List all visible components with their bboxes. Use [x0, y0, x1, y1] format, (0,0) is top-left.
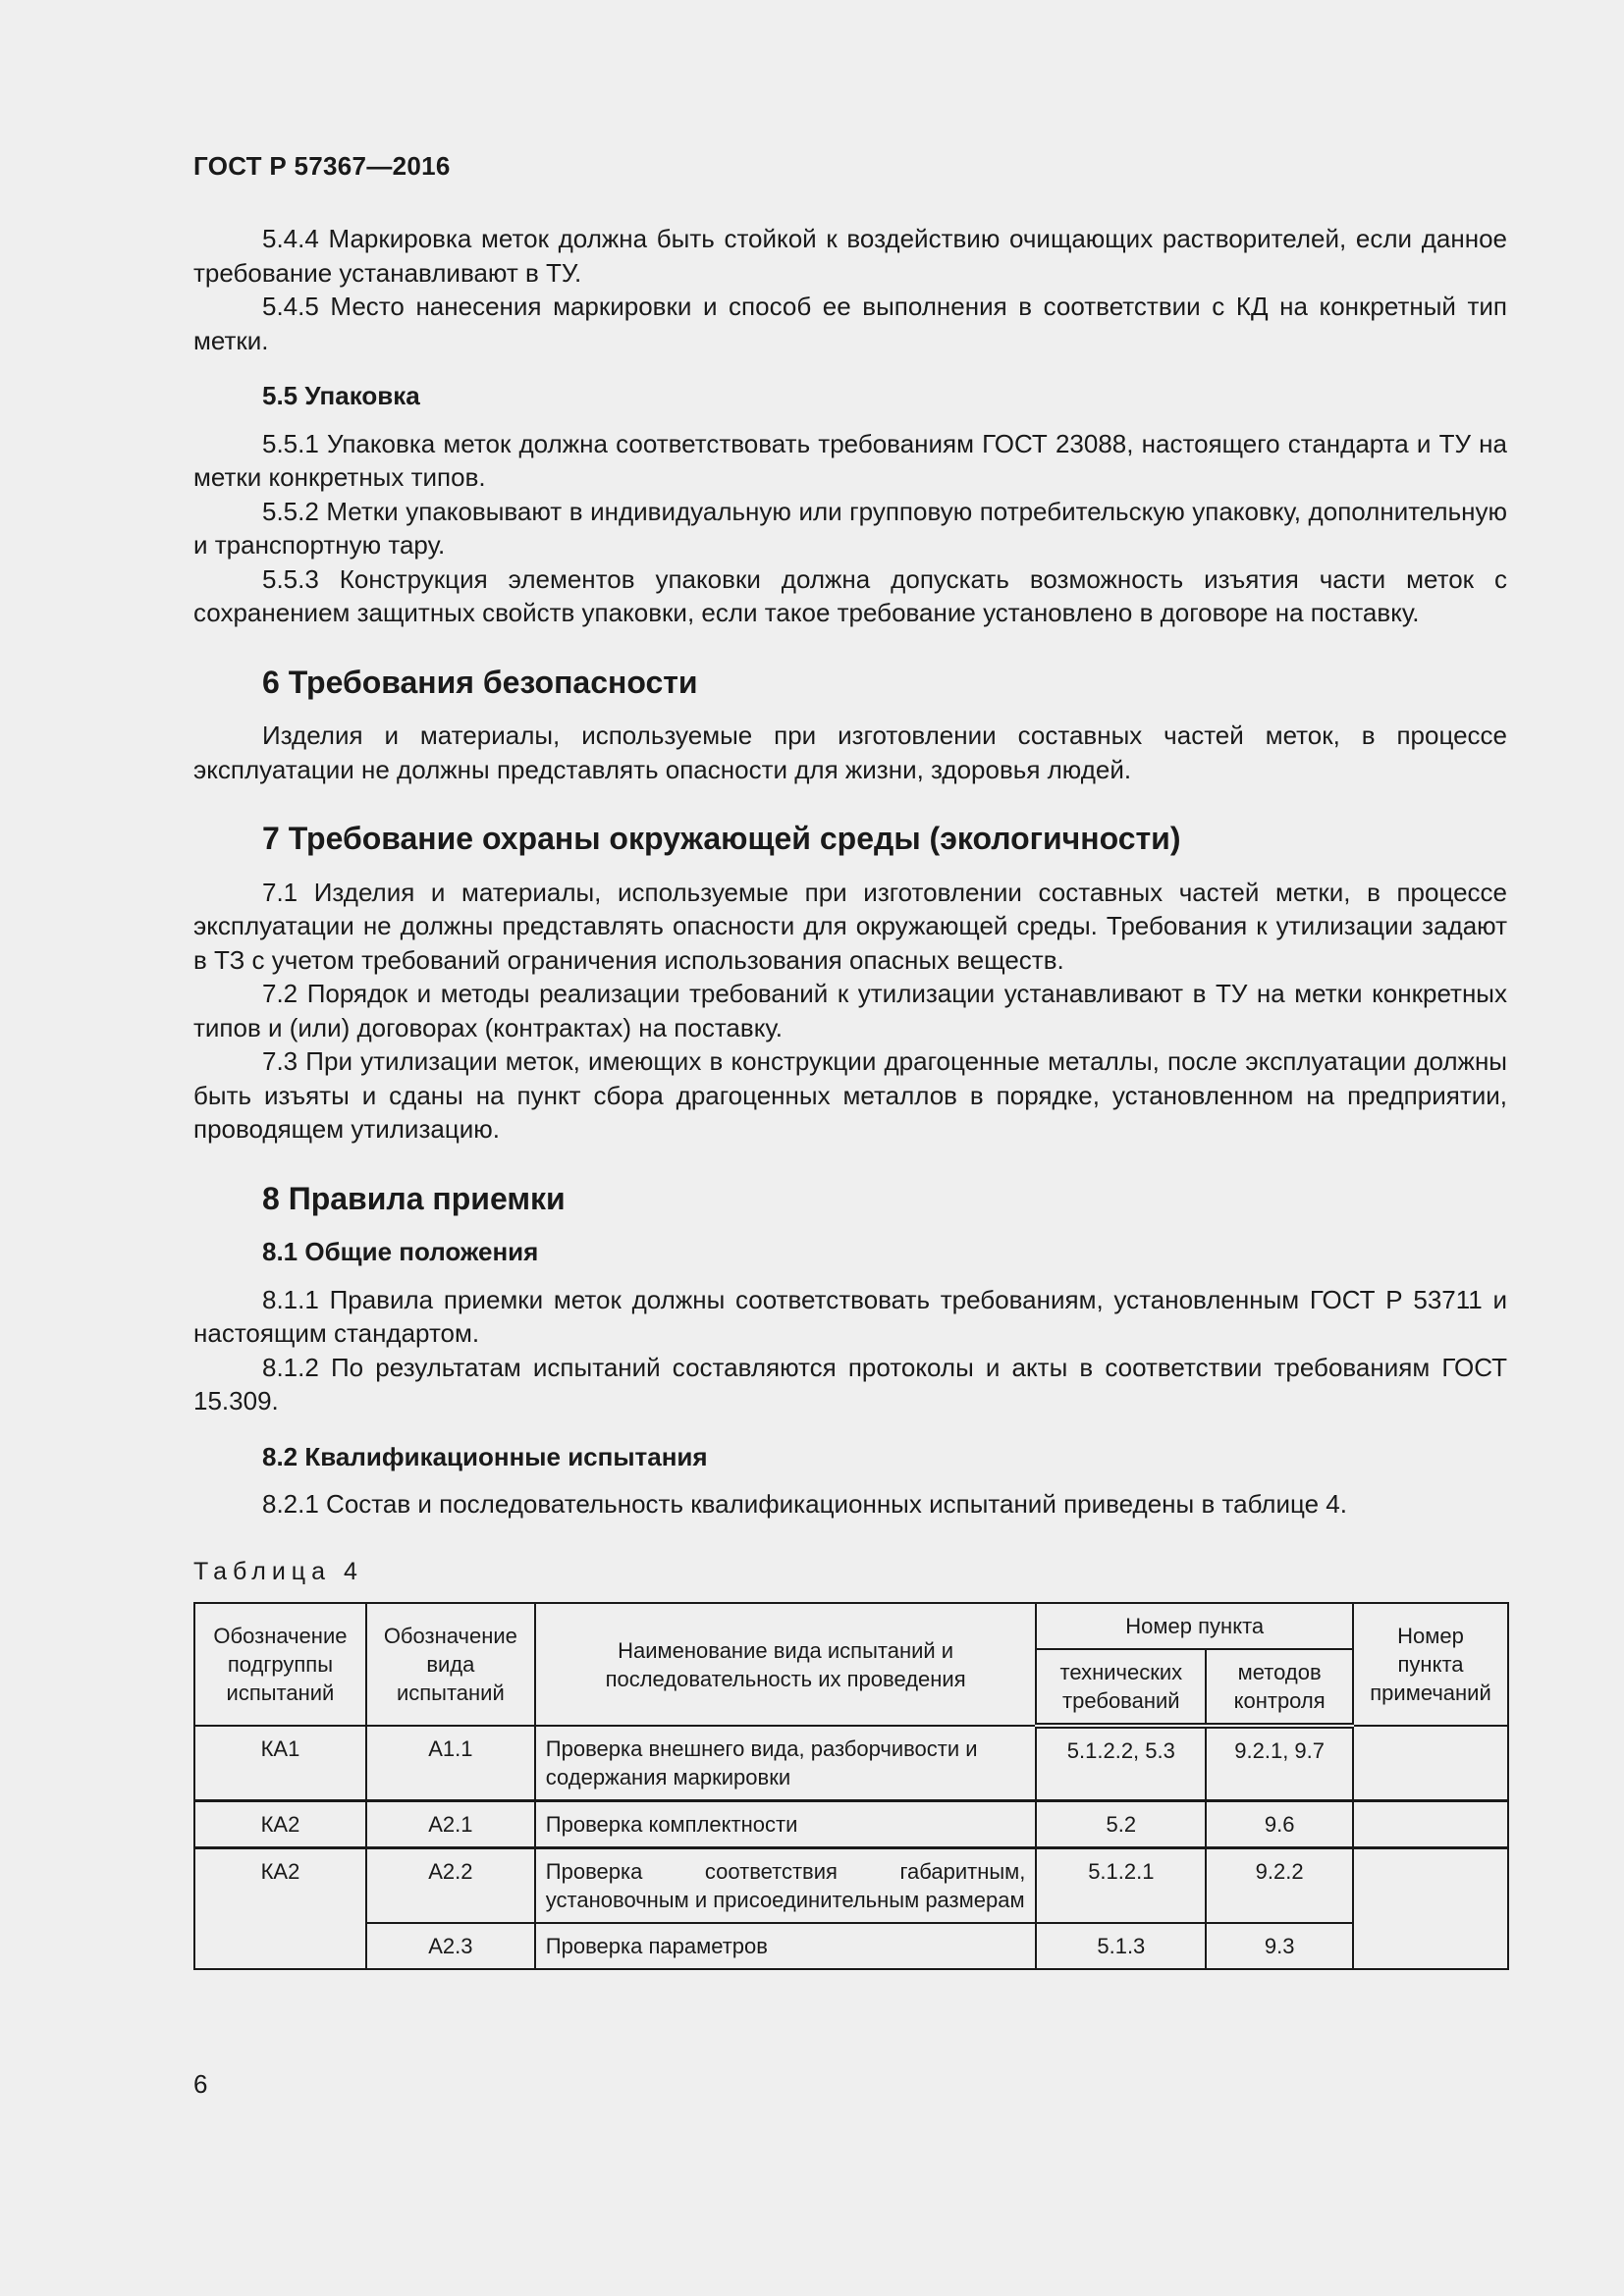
paragraph-7-1: 7.1 Изделия и материалы, используемые при изготовлении составных частей метки, в процессе эксплуатации не должны представлять опасности для окружающей среды. Требования к утилизации задают в ТЗ с учетом требований ограничения использования опасных веществ. [193, 877, 1507, 975]
col-note-header: Номер пункта примечаний [1353, 1603, 1508, 1726]
cell-tech: 5.1.2.1 [1036, 1848, 1206, 1924]
paragraph-5-5-3: 5.5.3 Конструкция элементов упаковки должна допускать возможность изъятия части меток с сохранением защитных свойств упаковки, если такое требование установлено в договоре на поставку. [193, 563, 1507, 627]
page-number: 6 [193, 2069, 208, 2099]
paragraph-5-5-1: 5.5.1 Упаковка меток должна соответствовать требованиям ГОСТ 23088, настоящего стандарта и ТУ на метки конкретных типов. [193, 428, 1507, 492]
paragraph-7-2: 7.2 Порядок и методы реализации требований к утилизации устанавливают в ТУ на метки конкретных типов и (или) договорах (контрактах) на поставку. [193, 979, 1507, 1042]
cell-method: 9.6 [1206, 1801, 1353, 1848]
cell-subgroup: КА2 [194, 1801, 366, 1848]
paragraph-8-2-1: 8.2.1 Состав и последовательность квалификационных испытаний приведены в таблице 4. [262, 1489, 1347, 1519]
paragraph-8-1-1: 8.1.1 Правила приемки меток должны соответствовать требованиям, установленным ГОСТ Р 53711 и настоящим стандартом. [193, 1284, 1507, 1348]
cell-tech: 5.2 [1036, 1801, 1206, 1848]
heading-8-2: 8.2 Квалификационные испытания [262, 1441, 708, 1471]
heading-section-8: 8 Правила приемки [262, 1180, 566, 1216]
cell-type: А1.1 [366, 1726, 535, 1801]
cell-name: Проверка параметров [535, 1923, 1037, 1969]
cell-note [1353, 1801, 1508, 1848]
table-row [194, 1801, 1508, 1848]
cell-name: Проверка внешнего вида, разборчивости и содержания маркировки [535, 1726, 1037, 1801]
col-subgroup-header: Обозначение подгруппы испытаний [194, 1603, 366, 1726]
table-row [194, 1726, 1508, 1801]
table-row [194, 1848, 1508, 1924]
paragraph-8-1-2: 8.1.2 По результатам испытаний составляются протоколы и акты в соответствии требованиям ГОСТ 15.309. [193, 1352, 1507, 1415]
cell-name: Проверка соответствия габаритным, установочным и присоединительным размерам [535, 1848, 1037, 1924]
paragraph-5-5-2: 5.5.2 Метки упаковывают в индивидуальную или групповую потребительскую упаковку, дополнительную и транспортную тару. [193, 496, 1507, 560]
cell-method: 9.3 [1206, 1923, 1353, 1969]
table-caption: Таблица 4 [193, 1557, 363, 1585]
heading-8-1: 8.1 Общие положения [262, 1237, 539, 1266]
heading-section-7: 7 Требование охраны окружающей среды (экологичности) [262, 821, 1181, 856]
cell-tech: 5.1.3 [1036, 1923, 1206, 1969]
cell-tech: 5.1.2.2, 5.3 [1036, 1726, 1206, 1801]
col-tech-header: технических требований [1036, 1649, 1206, 1726]
cell-type: А2.2 [366, 1848, 535, 1924]
cell-method: 9.2.2 [1206, 1848, 1353, 1924]
table-row [194, 1923, 1508, 1969]
cell-note [1353, 1848, 1508, 1970]
page-content [193, 222, 1507, 1970]
paragraph-5-4-4: 5.4.4 Маркировка меток должна быть стойкой к воздействию очищающих растворителей, если данное требование устанавливают в ТУ. [193, 224, 1507, 288]
cell-type: А2.3 [366, 1923, 535, 1969]
cell-subgroup: КА1 [194, 1726, 366, 1801]
cell-type: А2.1 [366, 1801, 535, 1848]
cell-subgroup: КА2 [194, 1848, 366, 1970]
paragraph-5-4-5: 5.4.5 Место нанесения маркировки и способ ее выполнения в соответствии с КД на конкретный тип метки. [193, 292, 1507, 355]
heading-5-5: 5.5 Упаковка [262, 381, 420, 410]
document-header: ГОСТ Р 57367—2016 [193, 151, 451, 181]
col-name-header: Наименование вида испытаний и последовательность их проведения [535, 1603, 1037, 1726]
cell-note [1353, 1726, 1508, 1801]
table-header-row [194, 1603, 1508, 1649]
paragraph-7-3: 7.3 При утилизации меток, имеющих в конструкции драгоценные металлы, после эксплуатации должны быть изъяты и сданы на пункт сбора драгоценных металлов в порядке, установленном на предприятии, проводящем утилизацию. [193, 1046, 1507, 1144]
heading-section-6: 6 Требования безопасности [262, 664, 698, 700]
col-clause-header: Номер пункта [1036, 1603, 1353, 1649]
cell-name: Проверка комплектности [535, 1801, 1037, 1848]
col-type-header: Обозначение вида испытаний [366, 1603, 535, 1726]
col-method-header: методов контроля [1206, 1649, 1353, 1726]
table-4 [193, 1602, 1509, 1970]
paragraph-6: Изделия и материалы, используемые при изготовлении составных частей меток, в процессе эксплуатации не должны представлять опасности для жизни, здоровья людей. [193, 721, 1507, 784]
cell-method: 9.2.1, 9.7 [1206, 1726, 1353, 1801]
